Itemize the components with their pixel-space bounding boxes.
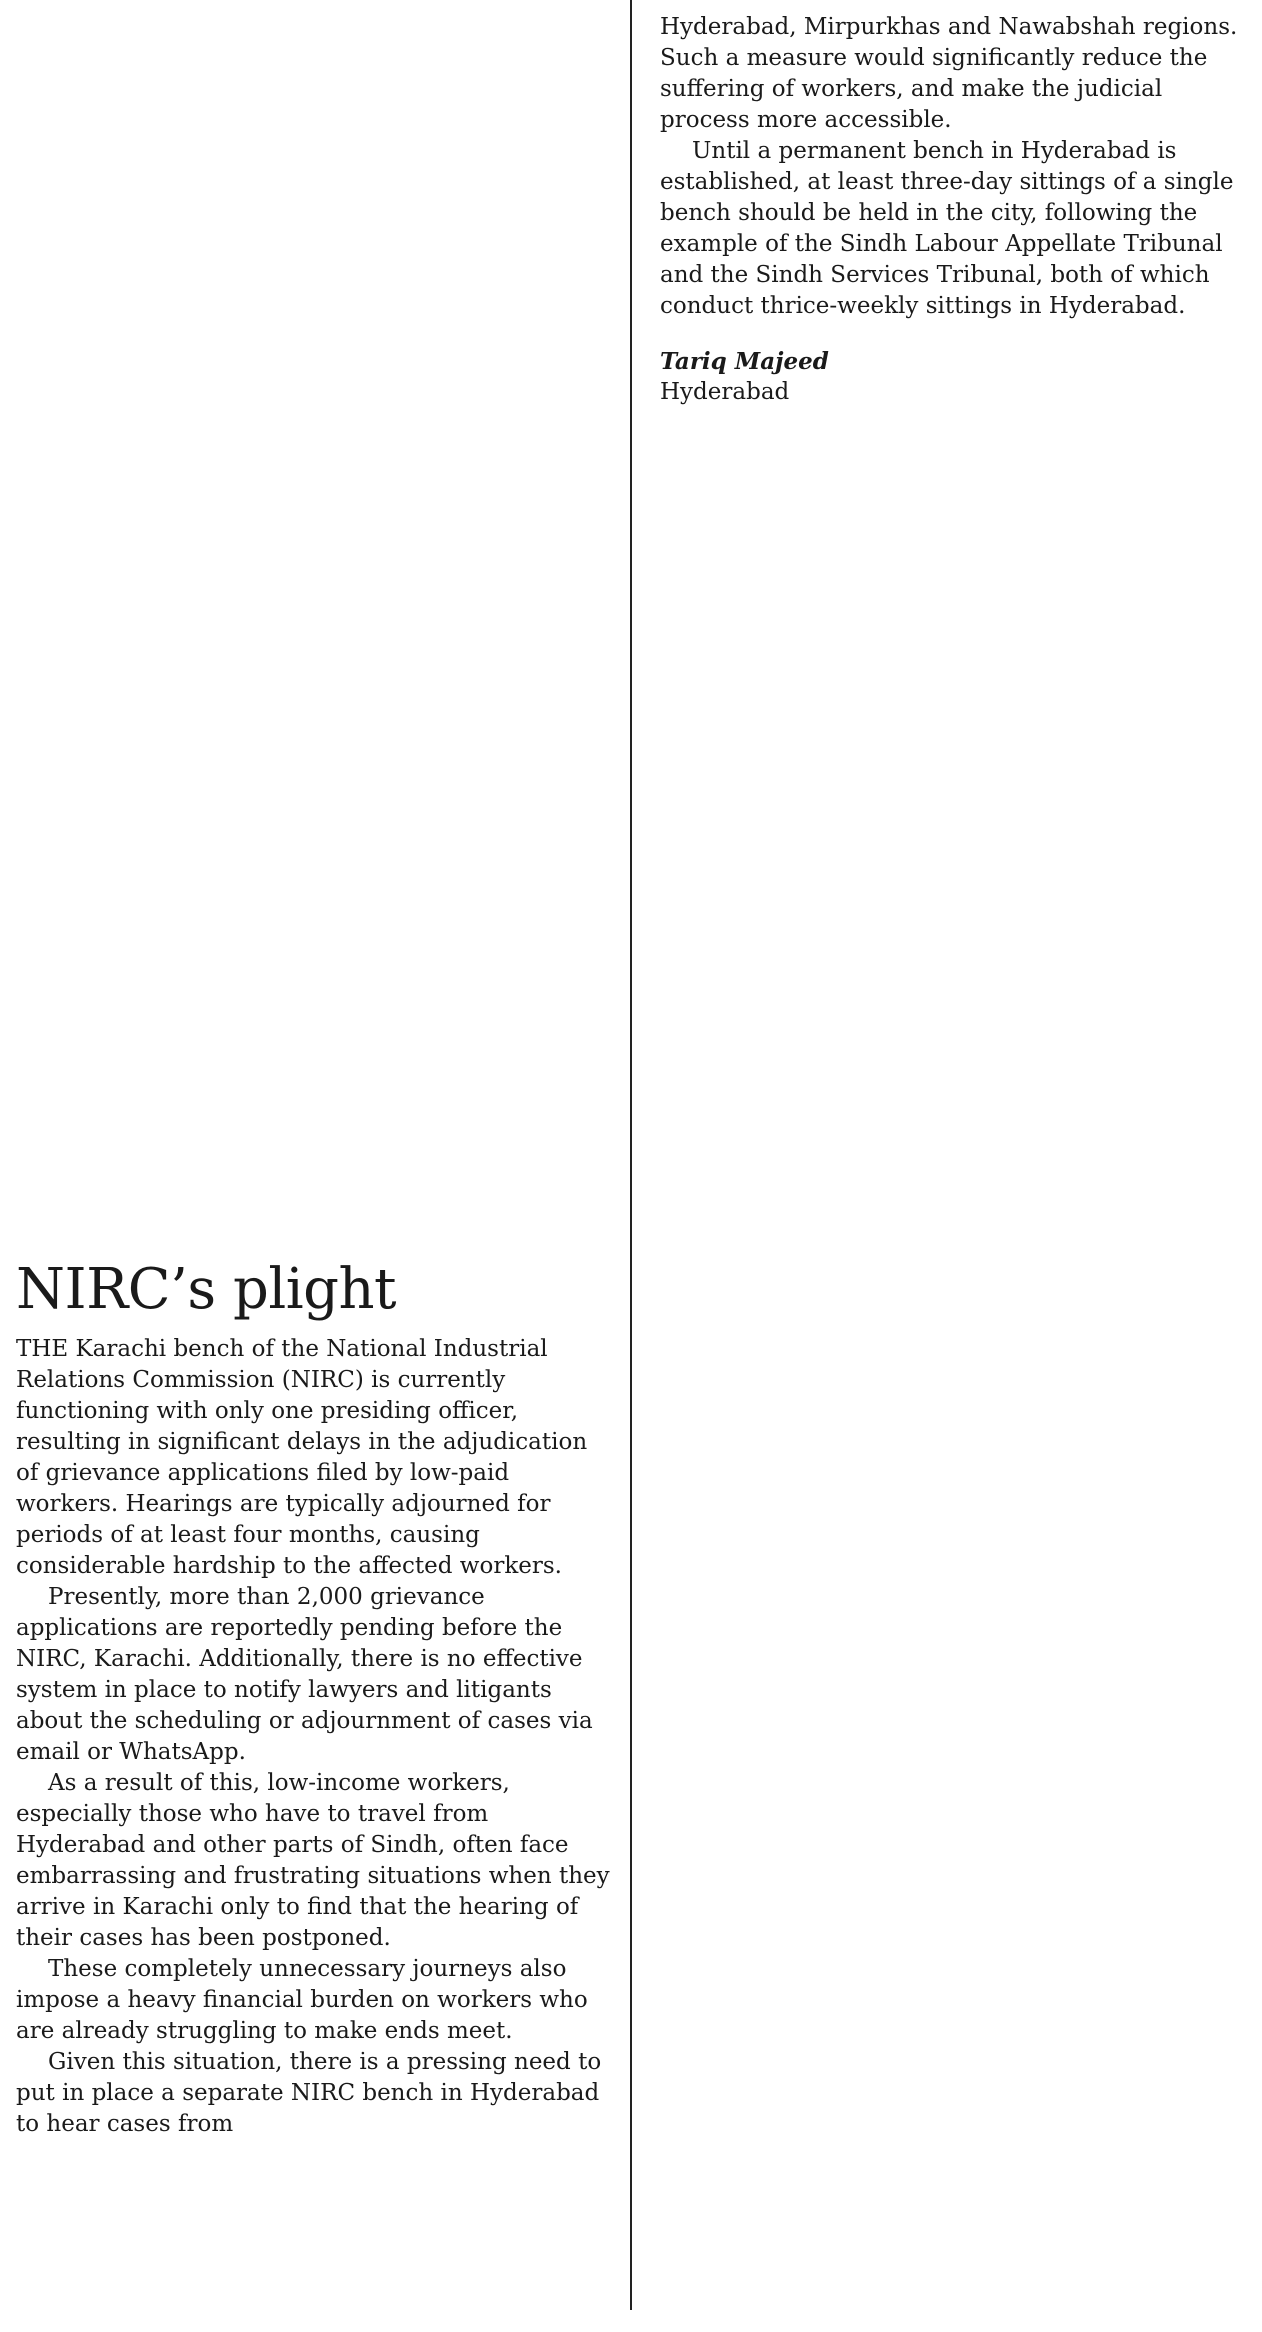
body-paragraph: As a result of this, low-income workers, especially those who have to travel from Hyderabad and other parts of Sindh, often face embarrassing and frustrating situations when they arrive in Karachi only to find that the hearing of their cases has been postponed. (16, 1770, 610, 1951)
body-paragraph: Presently, more than 2,000 grievance applications are reportedly pending before the NIRC, Karachi. Additionally, there is no effective system in place to notify lawyers and litigants about the scheduling or adjournment of cases via email or WhatsApp. (16, 1584, 593, 1765)
letter-headline: NIRC’s plight (16, 1257, 397, 1322)
body-paragraph: These completely unnecessary journeys also impose a heavy financial burden on workers who are already struggling to make ends meet. (16, 1956, 588, 2044)
signature-place: Hyderabad (660, 379, 790, 405)
right-column (660, 12, 1250, 408)
body-paragraph: THE Karachi bench of the National Industrial Relations Commission (NIRC) is currently functioning with only one presiding officer, resulting in significant delays in the adjudication of grievance applications filed by low-paid workers. Hearings are typically adjourned for periods of at least four months, causing considerable hardship to the affected workers. (16, 1336, 588, 1579)
body-paragraph: Given this situation, there is a pressing need to put in place a separate NIRC bench in Hyderabad to hear cases from (16, 2049, 602, 2137)
body-paragraph-continued: Hyderabad, Mirpurkhas and Nawabshah regions. Such a measure would significantly reduce the suffering of workers, and make the judicial process more accessible. (660, 14, 1238, 133)
left-column (16, 1258, 616, 2140)
signature-name: Tariq Majeed (660, 348, 829, 375)
body-paragraph: Until a permanent bench in Hyderabad is established, at least three-day sittings of a single bench should be held in the city, following the example of the Sindh Labour Appellate Tribunal and the Sindh Services Tribunal, both of which conduct thrice-weekly sittings in Hyderabad. (660, 138, 1234, 319)
column-divider (630, 0, 632, 2310)
